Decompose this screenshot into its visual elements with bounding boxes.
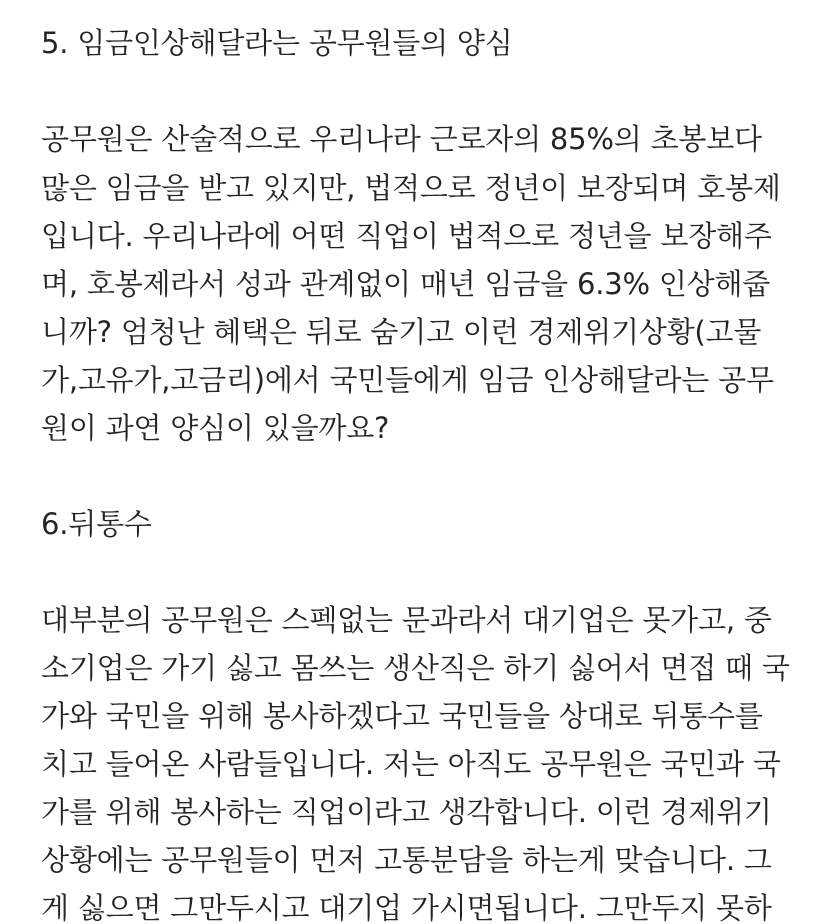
- paragraph-line: 상황에는 공무원들이 먼저 고통분담을 하는게 맞습니다. 그: [41, 843, 772, 877]
- paragraph-line: 대부분의 공무원은 스펙없는 문과라서 대기업은 못가고, 중: [41, 603, 772, 637]
- paragraph-line: 가와 국민을 위해 봉사하겠다고 국민들을 상대로 뒤통수를: [41, 699, 763, 733]
- paragraph-line: 공무원은 산술적으로 우리나라 근로자의 85%의 초봉보다: [41, 122, 762, 156]
- section-5-heading: 5. 임금인상해달라는 공무원들의 양심: [41, 26, 513, 60]
- paragraph-line: 가를 위해 봉사하는 직업이라고 생각합니다. 이런 경제위기: [41, 795, 772, 829]
- paragraph-line: 니까? 엄청난 혜택은 뒤로 숨기고 이런 경제위기상황(고물: [41, 315, 762, 349]
- paragraph-line: 원이 과연 양심이 있을까요?: [41, 411, 390, 445]
- paragraph-line: 가,고유가,고금리)에서 국민들에게 임금 인상해달라는 공무: [41, 363, 774, 397]
- paragraph-line: 며, 호봉제라서 성과 관계없이 매년 임금을 6.3% 인상해줍: [41, 267, 771, 301]
- paragraph-line: 소기업은 가기 싫고 몸쓰는 생산직은 하기 싫어서 면접 때 국: [41, 651, 790, 685]
- paragraph-line: 치고 들어온 사람들입니다. 저는 아직도 공무원은 국민과 국: [41, 747, 781, 781]
- paragraph-line: 입니다. 우리나라에 어떤 직업이 법적으로 정년을 보장해주: [41, 219, 772, 253]
- section-6-heading: 6.뒤통수: [41, 507, 152, 541]
- paragraph-line: 게 싫으면 그만두시고 대기업 가시면됩니다. 그만두지 못하: [41, 891, 772, 924]
- paragraph-line: 많은 임금을 받고 있지만, 법적으로 정년이 보장되며 호봉제: [41, 171, 781, 205]
